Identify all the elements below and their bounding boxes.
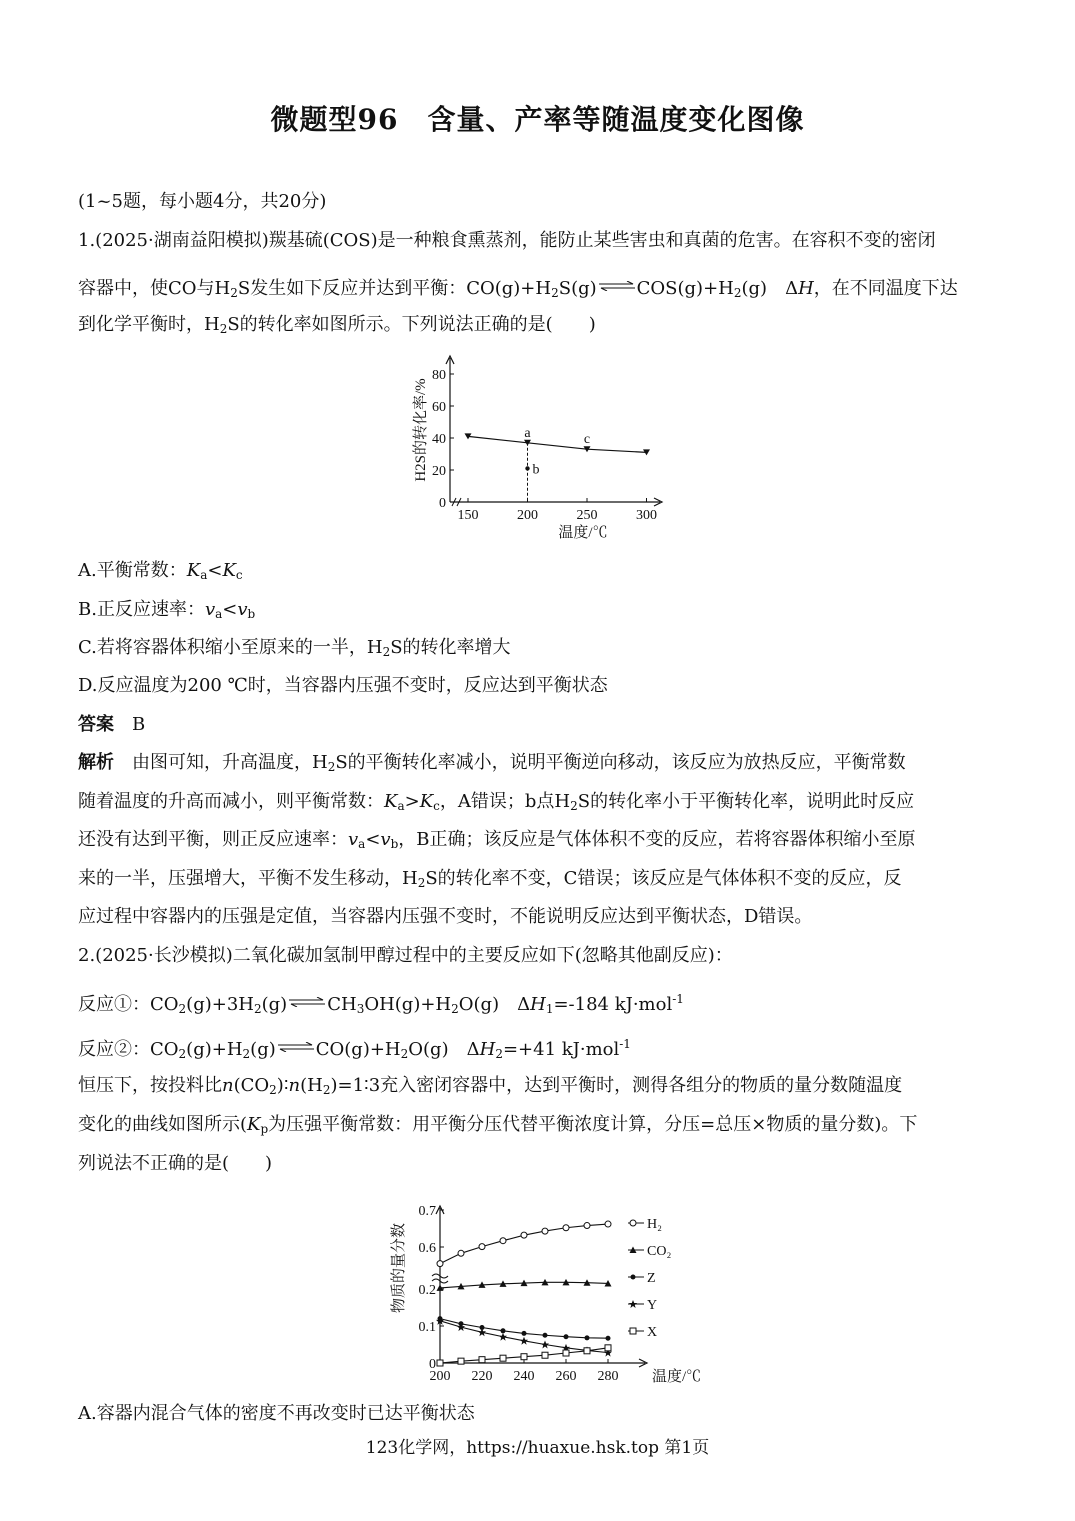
- data-point: [563, 1350, 569, 1356]
- y-tick-label: 20: [432, 464, 446, 479]
- series-line: [468, 436, 647, 452]
- page-footer: 123化学网，https://huaxue.hsk.top 第1页: [365, 1438, 710, 1458]
- x-tick-label: 200: [517, 508, 538, 523]
- data-point: [543, 1333, 548, 1338]
- data-point: [542, 1228, 548, 1234]
- q1-option-b[interactable]: B.正反应速率：$v_a<v_b$: [78, 599, 256, 621]
- data-point: [564, 1334, 569, 1339]
- q2-option-a[interactable]: A.容器内混合气体的密度不再改变时已达平衡状态: [78, 1403, 475, 1424]
- x-tick-label: 300: [636, 508, 657, 523]
- series-line: [440, 1321, 608, 1353]
- data-point: [437, 1360, 443, 1366]
- q1-line-3: 到化学平衡时，$H_2S$的转化率如图所示。下列说法正确的是( ): [78, 314, 596, 336]
- label-b: b: [532, 462, 540, 478]
- chart2-ylabel: 物质的量分数: [391, 1222, 407, 1314]
- q1-line-1: 1.(2025·湖南益阳模拟)羰基硫(COS)是一种粮食熏蒸剂，能防止某些害虫和真菌的危害。在容积不变的密闭: [78, 230, 936, 251]
- q1-option-c[interactable]: C.若将容器体积缩小至原来的一半，$H_2S$的转化率增大: [78, 637, 511, 659]
- q1-line-2: 容器中，使CO与$H_2S$发生如下反应并达到平衡：$CO(g)+H_2S(g)$ $COS(g)+H_2(g)$ ΔH，在不同温度下达: [78, 274, 1003, 301]
- data-point: [585, 1335, 590, 1340]
- data-point: [520, 1337, 528, 1345]
- equilibrium-arrow-icon: [287, 990, 327, 1000]
- y-tick-label: 0.2: [418, 1283, 436, 1298]
- data-point: [501, 1328, 506, 1333]
- data-point: [437, 1261, 443, 1267]
- x-tick-label: 150: [457, 508, 479, 523]
- q1-analysis-line-2: 随着温度的升高而减小，则平衡常数：$K_a>K_c$，A错误；b点$H_2S$的转化率小于平衡转化率，说明此时反应: [78, 791, 915, 813]
- data-point: [458, 1358, 464, 1364]
- intro-line: (1~5题，每小题4分，共20分): [78, 191, 327, 212]
- data-point: [500, 1238, 506, 1244]
- y-tick-label: 0.6: [418, 1241, 436, 1256]
- data-point: [605, 1345, 611, 1351]
- label-c: c: [583, 432, 591, 448]
- q1-analysis-line-5: 应过程中容器内的压强是定值，当容器内压强不变时，不能说明反应达到平衡状态，D错误。: [78, 906, 813, 927]
- data-point: [499, 1333, 507, 1341]
- data-point: [522, 1331, 527, 1336]
- data-point: [479, 1244, 485, 1250]
- chart1-ylabel: H2S的转化率/%: [413, 378, 429, 482]
- data-point: [521, 1354, 527, 1360]
- data-point: [478, 1328, 486, 1336]
- chart2-xlabel: 温度/℃: [652, 1369, 702, 1385]
- legend-label: CO₂: [647, 1244, 672, 1259]
- data-point: [584, 1223, 590, 1229]
- data-point: [541, 1341, 549, 1349]
- q1-answer: 答案 B: [78, 714, 146, 735]
- legend-label: Y: [647, 1298, 658, 1313]
- q2-line-1: 2.(2025·长沙模拟)二氧化碳加氢制甲醇过程中的主要反应如下(忽略其他副反应)：: [78, 945, 733, 966]
- data-point: [500, 1355, 506, 1361]
- legend-marker: [630, 1220, 636, 1226]
- data-point: [563, 1225, 569, 1231]
- x-tick-label: 260: [555, 1369, 577, 1384]
- q1-option-d[interactable]: D.反应温度为200 ℃时，当容器内压强不变时，反应达到平衡状态: [78, 675, 608, 696]
- chart1-xlabel: 温度/℃: [558, 525, 608, 541]
- equilibrium-arrow-icon: [597, 274, 637, 284]
- legend-marker: [629, 1300, 637, 1308]
- data-point: [584, 1348, 590, 1354]
- page-title: 微题型96 含量、产率等随温度变化图像: [270, 103, 805, 136]
- y-tick-label: 0: [429, 1357, 436, 1372]
- x-tick-label: 240: [513, 1369, 535, 1384]
- chart-h2s-conversion: [405, 352, 675, 544]
- q2-line-5: 变化的曲线如图所示($K_p$为压强平衡常数：用平衡分压代替平衡浓度计算，分压=总压×物质的量分数)。下: [78, 1114, 918, 1136]
- q2-reaction-2: 反应②：$CO_2(g)+H_2(g)$ $CO(g)+H_2O(g)$ $\Delta H_2=+41$ kJ·mol$^{-1}$: [78, 1037, 631, 1061]
- equilibrium-arrow-icon: [276, 1035, 316, 1045]
- y-tick-label: 0.7: [418, 1204, 436, 1219]
- q1-option-a[interactable]: A.平衡常数：$K_a<K_c$: [78, 560, 243, 582]
- x-tick-label: 220: [471, 1369, 493, 1384]
- y-tick-label: 80: [432, 368, 446, 383]
- data-point: [458, 1250, 464, 1256]
- data-point: [542, 1352, 548, 1358]
- data-point: [479, 1357, 485, 1363]
- y-tick-label: 0.1: [418, 1320, 436, 1335]
- x-tick-label: 280: [597, 1369, 619, 1384]
- x-tick-label: 250: [576, 508, 598, 523]
- y-tick-label: 0: [439, 496, 446, 511]
- x-tick-label: 200: [429, 1369, 451, 1384]
- legend-marker: [630, 1328, 636, 1334]
- q1-analysis-line-3: 还没有达到平衡，则正反应速率：$v_a<v_b$，B正确；该反应是气体体积不变的反应，若将容器体积缩小至原: [78, 829, 916, 851]
- series-line: [440, 1224, 608, 1264]
- chart-mole-fraction: [385, 1188, 705, 1390]
- legend-marker: [631, 1275, 636, 1280]
- y-tick-label: 40: [432, 432, 446, 447]
- data-point: [521, 1232, 527, 1238]
- q1-analysis-line-1: 解析 由图可知，升高温度，$H_2S$的平衡转化率减小，说明平衡逆向移动，该反应为放热反应，平衡常数: [78, 752, 906, 774]
- y-tick-label: 60: [432, 400, 446, 415]
- q2-line-4: 恒压下，按投料比$n(CO_2)∶n(H_2)=1∶3$充入密闭容器中，达到平衡时，测得各组分的物质的量分数随温度: [78, 1075, 903, 1097]
- q2-line-6: 列说法不正确的是( ): [78, 1153, 273, 1174]
- data-point: [606, 1336, 611, 1341]
- legend-label: H₂: [647, 1217, 662, 1232]
- legend-label: X: [647, 1325, 658, 1340]
- label-a: a: [524, 425, 531, 441]
- q1-analysis-line-4: 来的一半，压强增大，平衡不发生移动，$H_2S$的转化率不变，C错误；该反应是气体体积不变的反应，反: [78, 868, 902, 890]
- q2-reaction-1: 反应①：$CO_2(g)+3H_2(g)$ $CH_3OH(g)+H_2O(g)$ $\Delta H_1=-184$ kJ·mol$^{-1}$: [78, 992, 684, 1016]
- legend-label: Z: [647, 1271, 656, 1286]
- point-b: [525, 466, 529, 470]
- data-point: [605, 1221, 611, 1227]
